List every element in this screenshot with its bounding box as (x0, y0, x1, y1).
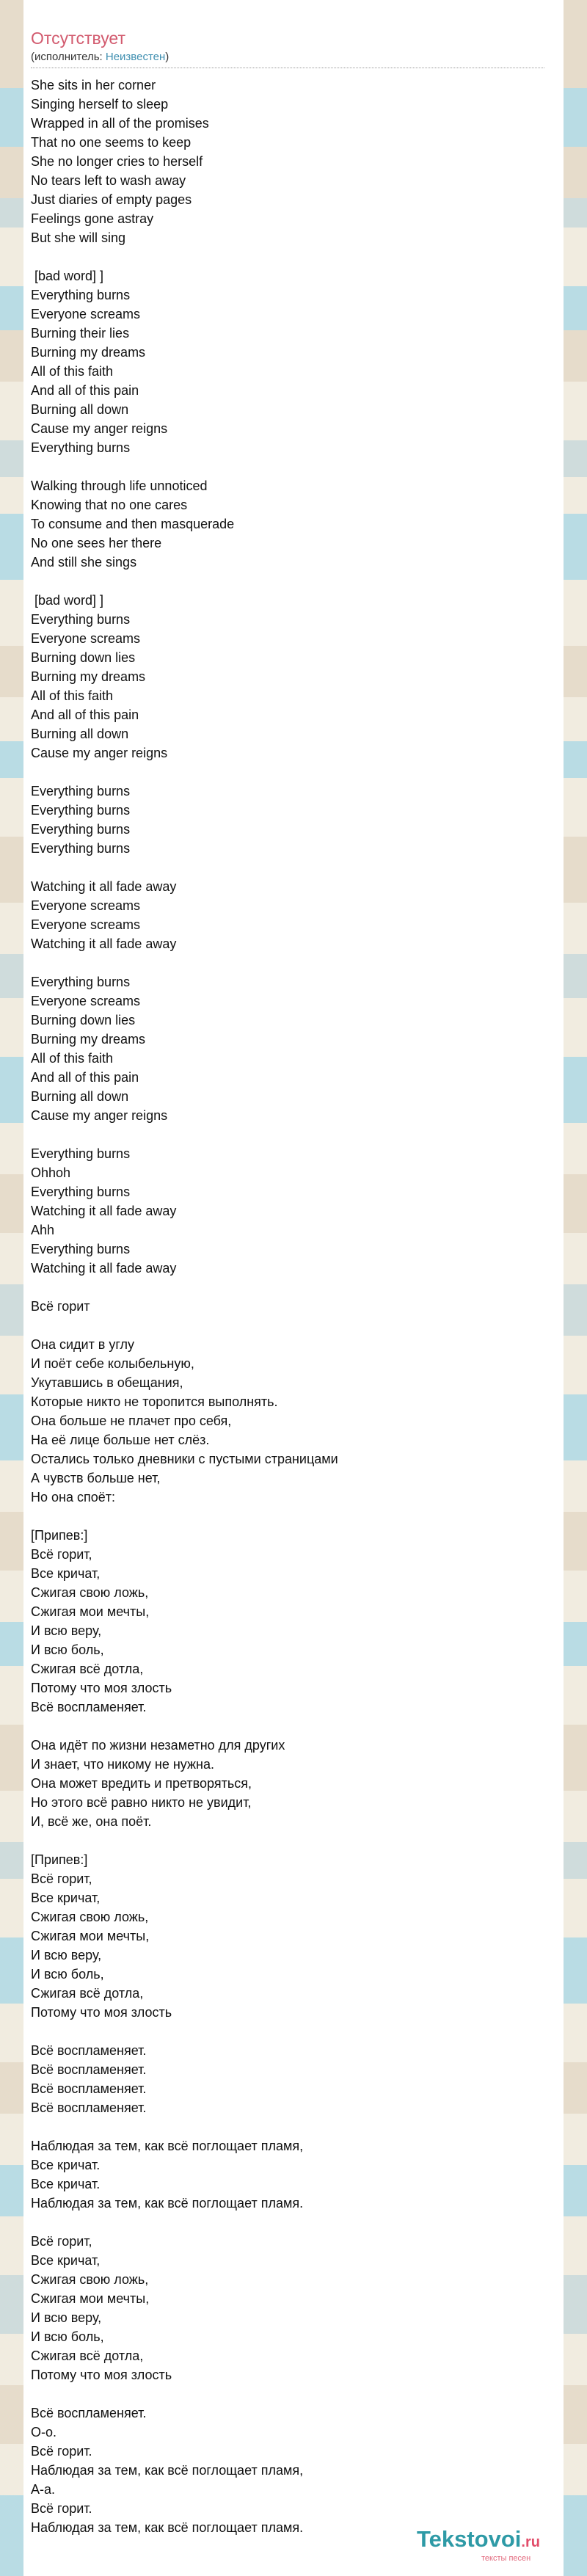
lyric-line (31, 1507, 544, 1526)
lyric-line (31, 572, 544, 591)
lyric-line: И всю боль, (31, 1967, 104, 1982)
lyric-line: Все кричат. (31, 2158, 101, 2172)
lyric-line: Everything burns (31, 612, 131, 627)
lyric-line: Walking through life unnoticed (31, 479, 208, 493)
lyric-line: Сжигая свою ложь, (31, 1585, 149, 1600)
lyric-line (31, 2117, 544, 2136)
lyric-line: И, всё же, она поёт. (31, 1814, 152, 1829)
artist-prefix: (исполнитель: (31, 51, 106, 63)
lyric-line: Watching it all fade away (31, 1261, 177, 1276)
lyric-line: И всю веру, (31, 1623, 102, 1638)
lyric-line: Потому что моя злость (31, 2005, 172, 2020)
lyric-line: Ahh (31, 1223, 55, 1237)
lyric-line: No tears left to wash away (31, 173, 186, 188)
lyric-line: All of this faith (31, 364, 114, 379)
lyric-line: Она может вредить и претворяться, (31, 1776, 252, 1791)
lyric-line: Everything burns (31, 1242, 131, 1256)
lyric-line: Все кричат, (31, 2253, 101, 2268)
lyric-line: Burning their lies (31, 326, 130, 341)
lyric-line: Она больше не плачет про себя, (31, 1413, 232, 1428)
lyric-line: Burning my dreams (31, 345, 146, 360)
lyric-line: На её лице больше нет слёз. (31, 1433, 210, 1447)
lyric-line: Всё горит, (31, 2234, 92, 2249)
lyric-line: All of this faith (31, 688, 114, 703)
lyric-line (31, 2384, 544, 2404)
lyric-line: Watching it all fade away (31, 1204, 177, 1218)
lyric-line: Сжигая всё дотла, (31, 1662, 144, 1676)
lyric-line (31, 247, 544, 266)
lyric-line: Всё горит (31, 1299, 90, 1314)
lyric-line: And all of this pain (31, 707, 139, 722)
lyric-line: Feelings gone astray (31, 211, 154, 226)
lyric-line: Всё горит, (31, 1871, 92, 1886)
lyric-line: Наблюдая за тем, как всё поглощает пламя. (31, 2196, 304, 2211)
lyric-line: Всё горит, (31, 1547, 92, 1562)
lyric-line: She sits in her corner (31, 78, 156, 92)
lyric-line: Cause my anger reigns (31, 1108, 168, 1123)
lyric-line: Всё воспламеняет. (31, 2406, 147, 2420)
lyric-line: Сжигая мои мечты, (31, 1604, 150, 1619)
artist-line (31, 50, 544, 65)
lyric-line (31, 2213, 544, 2232)
lyric-line: Всё горит. (31, 2444, 92, 2459)
lyric-line: Everything burns (31, 1185, 131, 1199)
lyric-line: And all of this pain (31, 1070, 139, 1085)
lyrics-text (31, 76, 544, 2537)
lyric-line: Burning my dreams (31, 669, 146, 684)
lyric-line: Everything burns (31, 440, 131, 455)
lyric-line: Everyone screams (31, 307, 141, 321)
lyric-line (31, 2022, 544, 2041)
lyric-line: Сжигая всё дотла, (31, 2348, 144, 2363)
lyric-line: Все кричат. (31, 2177, 101, 2191)
lyric-line: Наблюдая за тем, как всё поглощает пламя, (31, 2139, 304, 2153)
lyric-line: Burning all down (31, 727, 129, 741)
lyric-line: Всё воспламеняет. (31, 2043, 147, 2058)
lyric-line: И всю веру, (31, 2310, 102, 2325)
lyric-line: Но она споёт: (31, 1490, 115, 1505)
lyric-line: Сжигая свою ложь, (31, 2272, 149, 2287)
lyric-line (31, 1278, 544, 1297)
lyric-line: [bad word] ] (31, 593, 104, 608)
lyric-line: Cause my anger reigns (31, 421, 168, 436)
lyric-line: Burning all down (31, 402, 129, 417)
lyric-line: Все кричат, (31, 1891, 101, 1905)
lyric-line: И всю веру, (31, 1948, 102, 1962)
lyric-line: Watching it all fade away (31, 936, 177, 951)
lyric-line: Она идёт по жизни незаметно для других (31, 1738, 285, 1753)
lyric-line: Сжигая мои мечты, (31, 1929, 150, 1943)
lyric-line (31, 457, 544, 476)
logo-tagline: тексты песен (481, 2554, 531, 2563)
lyric-line: Всё горит. (31, 2501, 92, 2516)
lyric-line: Burning all down (31, 1089, 129, 1104)
lyric-line: Just diaries of empty pages (31, 192, 192, 207)
lyric-line: Потому что моя злость (31, 2368, 172, 2382)
lyric-line: И знает, что никому не нужна. (31, 1757, 214, 1772)
lyric-line: Всё воспламеняет. (31, 2062, 147, 2077)
lyric-line: Ohhoh (31, 1165, 71, 1180)
lyric-line: И всю боль, (31, 2329, 104, 2344)
lyrics-page (31, 28, 544, 2537)
lyric-line: Всё воспламеняет. (31, 1700, 147, 1714)
logo-domain: .ru (521, 2534, 540, 2550)
lyric-line: Наблюдая за тем, как всё поглощает пламя. (31, 2520, 304, 2535)
lyric-line: Burning down lies (31, 650, 136, 665)
lyric-line: Singing herself to sleep (31, 97, 169, 112)
lyric-line (31, 763, 544, 782)
lyric-line: Она сидит в углу (31, 1337, 135, 1352)
logo-wordmark (417, 2526, 540, 2553)
lyric-line: Everything burns (31, 975, 131, 989)
lyric-line: Сжигая всё дотла, (31, 1986, 144, 2001)
lyric-line: Все кричат, (31, 1566, 101, 1581)
song-title: Отсутствует (31, 29, 125, 48)
lyric-line: Сжигая свою ложь, (31, 1910, 149, 1924)
lyric-line: Everything burns (31, 288, 131, 302)
lyric-line: That no one seems to keep (31, 135, 192, 150)
lyric-line: But she will sing (31, 230, 126, 245)
lyric-line: Всё воспламеняет. (31, 2081, 147, 2096)
lyric-line: Которые никто не торопится выполнять. (31, 1394, 278, 1409)
lyric-line: All of this faith (31, 1051, 114, 1066)
lyric-line: Потому что моя злость (31, 1681, 172, 1695)
lyric-line: Everything burns (31, 803, 131, 818)
artist-link[interactable]: Неизвестен (105, 51, 166, 63)
logo-main-text: Tekstovoi (417, 2526, 522, 2552)
lyric-line: А-а. (31, 2482, 56, 2497)
site-logo[interactable] (417, 2526, 578, 2570)
lyric-line: О-о. (31, 2425, 57, 2439)
lyric-line: She no longer cries to herself (31, 154, 203, 169)
lyric-line: Cause my anger reigns (31, 746, 168, 760)
lyric-line (31, 1316, 544, 1335)
artist-suffix: ) (165, 51, 169, 63)
lyric-line: Всё воспламеняет. (31, 2100, 147, 2115)
lyric-line: Burning down lies (31, 1013, 136, 1027)
lyric-line: [Припев:] (31, 1528, 88, 1543)
lyric-line: Укутавшись в обещания, (31, 1375, 183, 1390)
lyric-line: И всю боль, (31, 1642, 104, 1657)
lyric-line: And still she sings (31, 555, 137, 570)
lyric-line (31, 953, 544, 972)
lyric-line: Watching it all fade away (31, 879, 177, 894)
lyric-line: Everything burns (31, 784, 131, 798)
lyric-line: Everything burns (31, 841, 131, 856)
lyric-line: Остались только дневники с пустыми страницами (31, 1452, 338, 1466)
lyric-line: Everyone screams (31, 898, 141, 913)
lyric-line: To consume and then masquerade (31, 517, 235, 531)
lyric-line: [Припев:] (31, 1852, 88, 1867)
lyric-line: Burning my dreams (31, 1032, 146, 1047)
lyric-line: Everyone screams (31, 994, 141, 1008)
lyric-line: Everything burns (31, 822, 131, 837)
lyric-line: And all of this pain (31, 383, 139, 398)
lyric-line: Наблюдая за тем, как всё поглощает пламя, (31, 2463, 304, 2478)
lyric-line: [bad word] ] (31, 269, 104, 283)
lyric-line: Everything burns (31, 1146, 131, 1161)
lyric-line (31, 1717, 544, 1736)
lyric-line: А чувств больше нет, (31, 1471, 161, 1485)
lyric-line: И поёт себе колыбельную, (31, 1356, 194, 1371)
lyric-line: Everyone screams (31, 917, 141, 932)
lyric-line: No one sees her there (31, 536, 162, 550)
lyric-line (31, 1125, 544, 1144)
lyric-line: Knowing that no one cares (31, 498, 188, 512)
lyric-line (31, 858, 544, 877)
lyric-line: Everyone screams (31, 631, 141, 646)
lyric-line: Но этого всё равно никто не увидит, (31, 1795, 252, 1810)
lyric-line: Wrapped in all of the promises (31, 116, 209, 131)
lyric-line: Сжигая мои мечты, (31, 2291, 150, 2306)
lyric-line (31, 1831, 544, 1850)
